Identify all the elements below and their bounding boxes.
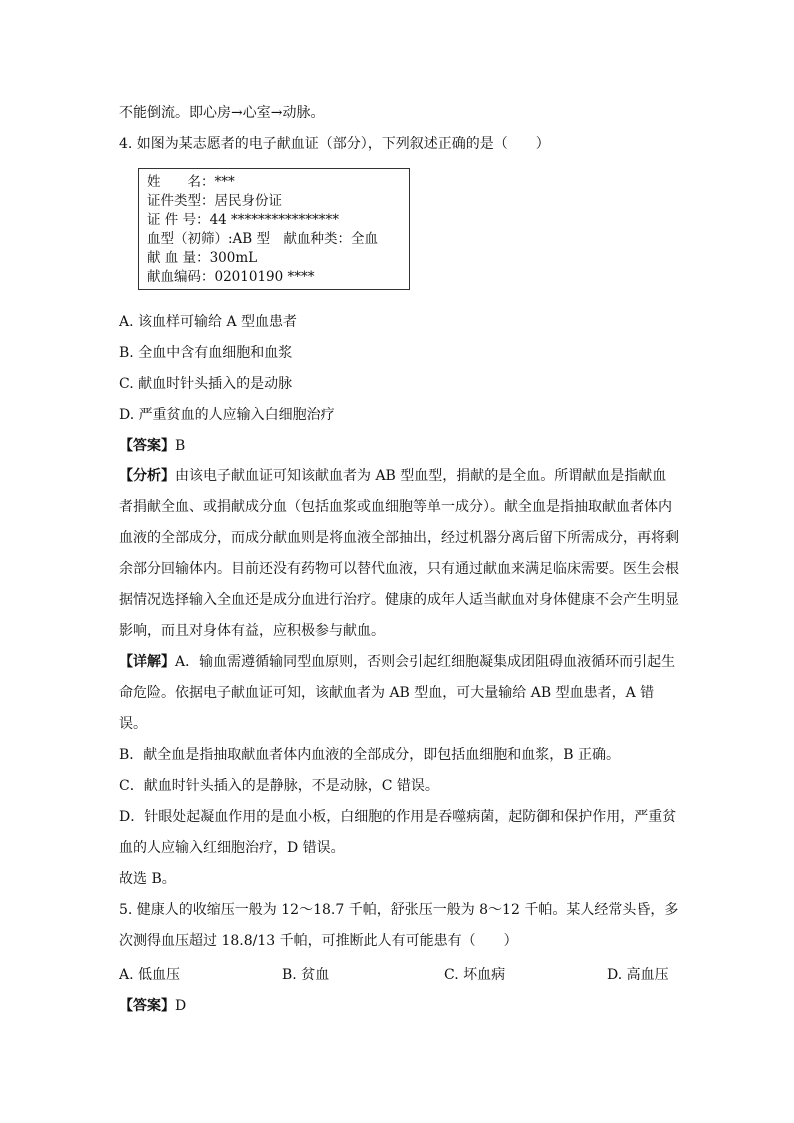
q5-option-b: B. 贫血 bbox=[282, 967, 330, 983]
card-line-id-type: 证件类型：居民身份证 bbox=[147, 193, 282, 209]
q4-detail bbox=[119, 647, 679, 895]
detail-a-text: A．输血需遵循输同型血原则，否则会引起红细胞凝集成团阻碍血液循环而引起生命危险。依据电子献血证可知，该献血者为 AB 型血，可大量输给 AB 型血患者，A 错误。 bbox=[119, 654, 676, 732]
analysis-text: 由该电子献血证可知该献血者为 AB 型血型，捐献的是全血。所谓献血是指献血者捐献全血、或捐献成分血（包括血浆或血细胞等单一成分）。献全血是指抽取献血者体内血液的全部成分，而成分献血则是将血液全部抽出，经过机器分离后留下所需成分，再将剩余部分回输体内。目前还没有药物可以替代血液，只有通过献血来满足临床需要。医生会根据情况选择输入全血还是成分血进行治疗。健康的成年人适当献血对身体健康不会产生明显影响，而且对身体有益，应积极参与献血。 bbox=[119, 468, 679, 639]
detail-label: 【详解】 bbox=[119, 654, 175, 670]
q5-answer-value: D bbox=[175, 998, 187, 1014]
q5-option-a: A. 低血压 bbox=[119, 967, 181, 983]
q5-answer bbox=[119, 996, 186, 1016]
analysis-label: 【分析】 bbox=[119, 468, 175, 484]
question-4-stem: 4. 如图为某志愿者的电子献血证（部分），下列叙述正确的是（ ） bbox=[119, 136, 550, 152]
q5-option-c: C. 坏血病 bbox=[444, 967, 506, 983]
card-line-volume: 献 血 量：300mL bbox=[147, 250, 258, 266]
answer-label: 【答案】 bbox=[119, 438, 175, 454]
card-line-id-number: 证 件 号：44 **************** bbox=[147, 212, 340, 228]
detail-b-text: B．献全血是指抽取献血者体内血液的全部成分，即包括血细胞和血浆，B 正确。 bbox=[119, 747, 621, 763]
q4-option-d: D. 严重贫血的人应输入白细胞治疗 bbox=[119, 407, 335, 423]
blood-donation-card bbox=[138, 168, 410, 290]
detail-c-text: C．献血时针头插入的是静脉，不是动脉，C 错误。 bbox=[119, 778, 439, 794]
conclusion-text: 故选 B。 bbox=[119, 871, 176, 887]
q4-option-c: C. 献血时针头插入的是动脉 bbox=[119, 376, 293, 392]
intro-line: 不能倒流。即心房→心室→动脉。 bbox=[119, 105, 325, 121]
q5-answer-label: 【答案】 bbox=[119, 998, 175, 1014]
detail-d-text: D．针眼处起凝血作用的是血小板，白细胞的作用是吞噬病菌，起防御和保护作用，严重贫血的人应输入红细胞治疗，D 错误。 bbox=[119, 809, 677, 856]
q5-option-d: D. 高血压 bbox=[607, 967, 669, 983]
card-line-blood-type: 血型（初筛）:AB 型 献血种类：全血 bbox=[147, 231, 379, 247]
question-5-stem: 5. 健康人的收缩压一般为 12～18.7 千帕，舒张压一般为 8～12 千帕。某人经常头昏，多次测得血压超过 18.8/13 千帕，可推断此人有可能患有（ ） bbox=[119, 902, 679, 949]
q4-option-a: A. 该血样可输给 A 型血患者 bbox=[119, 314, 298, 330]
card-line-name: 姓 名：*** bbox=[147, 174, 235, 190]
card-line-code: 献血编码：02010190 **** bbox=[147, 269, 315, 285]
q4-option-b: B. 全血中含有血细胞和血浆 bbox=[119, 345, 293, 361]
q4-answer bbox=[119, 436, 185, 456]
answer-value: B bbox=[175, 438, 186, 454]
q4-analysis bbox=[119, 461, 679, 647]
